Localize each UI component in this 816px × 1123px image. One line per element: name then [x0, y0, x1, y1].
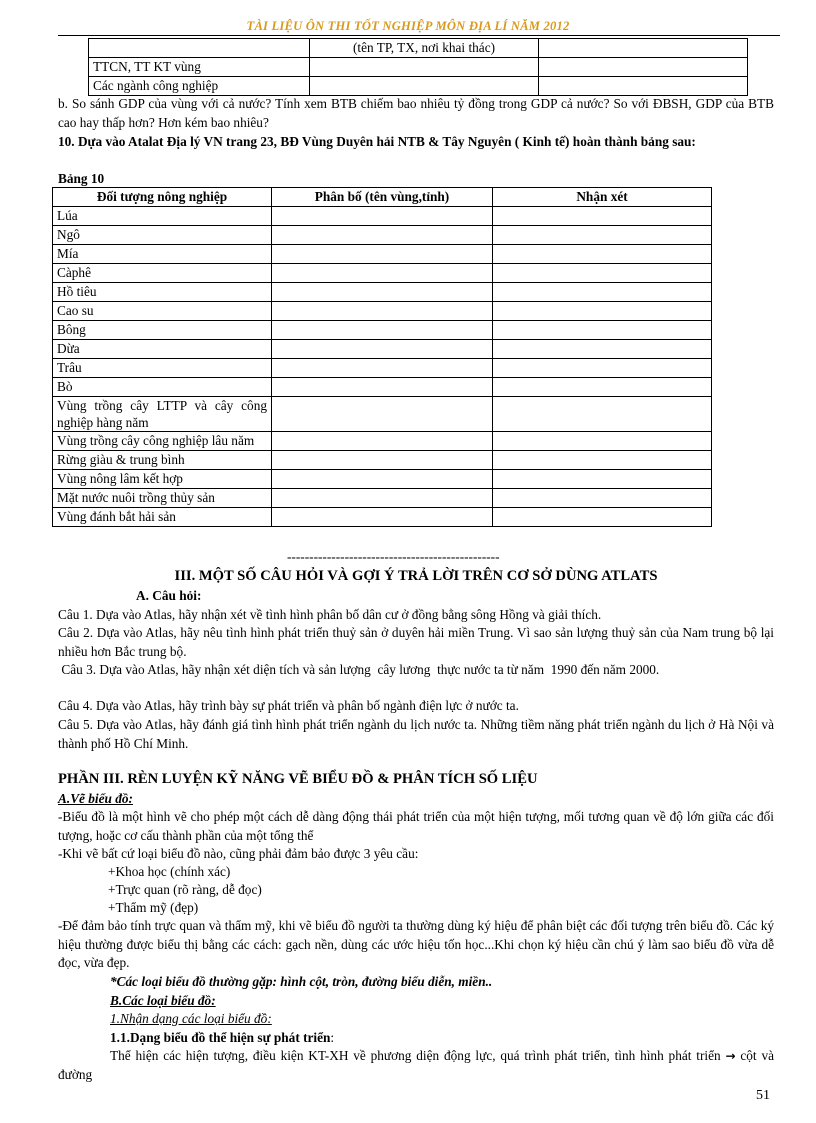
- paragraph-4-text: Thể hiện các hiện tượng, điều kiện KT-XH về phương diện động lực, quá trình phát triển, tình hình phát triển: [110, 1048, 721, 1063]
- table-row: [53, 340, 712, 359]
- column-header: Nhận xét: [493, 188, 712, 207]
- column-header: Đối tượng nông nghiệp: [53, 188, 272, 207]
- table-cell: Cao su: [53, 302, 272, 321]
- table-cell: [493, 226, 712, 245]
- table-cell: [493, 283, 712, 302]
- table-row: [89, 39, 748, 58]
- table-row: [89, 58, 748, 77]
- question-b: b. So sánh GDP của vùng với cả nước? Tính xem BTB chiếm bao nhiêu tỷ đồng trong GDP cả nước? So với ĐBSH, GDP của BTB cao hay thấp hơn? Hơn kém bao nhiêu?: [58, 96, 774, 130]
- table-cell: Ngô: [53, 226, 272, 245]
- table-row: [53, 283, 712, 302]
- table-cell: Mặt nước nuôi trồng thủy sản: [53, 489, 272, 508]
- table-row: [53, 432, 712, 451]
- top-table: [88, 38, 748, 96]
- table-cell: [272, 508, 493, 527]
- table-cell: [493, 321, 712, 340]
- question-3: Câu 3. Dựa vào Atlas, hãy nhận xét diện tích và sản lượng cây lương thực nước ta từ năm 1990 đến năm 2000.: [58, 662, 660, 677]
- bang-10-table: [52, 187, 712, 527]
- table-cell: [272, 451, 493, 470]
- table-cell: [272, 397, 493, 432]
- table-cell: [493, 378, 712, 397]
- table-cell: [272, 264, 493, 283]
- table-row: [53, 264, 712, 283]
- table-cell: [493, 302, 712, 321]
- table-title: Bảng 10: [58, 171, 105, 186]
- table-cell: [272, 321, 493, 340]
- paragraph-2: -Khi vẽ bất cứ loại biểu đồ nào, cũng phải đảm bảo được 3 yêu cầu:: [58, 846, 419, 861]
- page-number: 51: [756, 1088, 770, 1103]
- divider: ------------------------------------------------: [287, 549, 500, 564]
- table-cell: Vùng đánh bắt hải sản: [53, 508, 272, 527]
- table-cell: Các ngành công nghiệp: [89, 77, 310, 96]
- table-cell: [272, 470, 493, 489]
- table-cell: [272, 226, 493, 245]
- table-cell: Mía: [53, 245, 272, 264]
- table-row: [53, 207, 712, 226]
- table-cell: [493, 264, 712, 283]
- table-row: [53, 302, 712, 321]
- table-cell: [493, 359, 712, 378]
- table-cell: [539, 77, 748, 96]
- table-cell: [493, 489, 712, 508]
- table-row: [53, 470, 712, 489]
- subsection-1-1-title: [58, 1029, 816, 1048]
- table-cell: (tên TP, TX, nơi khai thác): [310, 39, 539, 58]
- table-cell: [272, 378, 493, 397]
- table-cell: [493, 432, 712, 451]
- table-row: [53, 508, 712, 527]
- part-3-title: PHẦN III. RÈN LUYỆN KỸ NĂNG VẼ BIỂU ĐỒ & PHÂN TÍCH SỐ LIỆU: [58, 771, 538, 787]
- table-cell: [493, 470, 712, 489]
- header-rule: [58, 35, 780, 36]
- table-cell: Hồ tiêu: [53, 283, 272, 302]
- table-cell: [272, 245, 493, 264]
- table-cell: Rừng giàu & trung bình: [53, 451, 272, 470]
- paragraph-4: [58, 1047, 774, 1084]
- table-cell: Trâu: [53, 359, 272, 378]
- requirement-1: +Khoa học (chính xác): [108, 864, 231, 879]
- question-5: Câu 5. Dựa vào Atlas, hãy đánh giá tình hình phát triển ngành du lịch nước ta. Những tiềm năng phát triển ngành du lịch ở Hà Nội và thành phố Hồ Chí Minh.: [58, 717, 774, 751]
- table-cell: [310, 77, 539, 96]
- table-cell: [493, 207, 712, 226]
- table-cell: [272, 302, 493, 321]
- table-cell: [272, 432, 493, 451]
- table-row: [53, 489, 712, 508]
- table-cell: Dừa: [53, 340, 272, 359]
- table-header-row: [53, 188, 712, 207]
- table-cell: [493, 340, 712, 359]
- table-row: [53, 321, 712, 340]
- arrow-icon: →: [725, 1049, 736, 1063]
- table-cell: Càphê: [53, 264, 272, 283]
- requirement-3: +Thẩm mỹ (đẹp): [108, 900, 199, 915]
- table-cell: Vùng trồng cây LTTP và cây công nghiệp hàng năm: [53, 397, 272, 432]
- table-row: [53, 359, 712, 378]
- table-row: [89, 77, 748, 96]
- section-b-title: B.Các loại biểu đồ:: [110, 993, 216, 1008]
- table-cell: [272, 283, 493, 302]
- table-cell: [493, 508, 712, 527]
- table-cell: [310, 58, 539, 77]
- requirement-2: +Trực quan (rõ ràng, dễ đọc): [108, 882, 262, 897]
- table-row: [53, 226, 712, 245]
- table-cell: [493, 245, 712, 264]
- table-cell: [272, 359, 493, 378]
- paragraph-4-end: cột và đường: [58, 1048, 774, 1082]
- table-cell: [272, 489, 493, 508]
- question-2: Câu 2. Dựa vào Atlas, hãy nêu tình hình phát triển thuỷ sản ở duyên hải miền Trung. Vì sao sản lượng thuỷ sản của Nam trung bộ lại nhiều hơn Bắc trung bộ.: [58, 625, 774, 659]
- page-header: TÀI LIỆU ÔN THI TỐT NGHIỆP MÔN ĐỊA LÍ NĂM 2012: [246, 19, 570, 33]
- table-cell: Bò: [53, 378, 272, 397]
- paragraph-3: -Để đảm bảo tính trực quan và thẩm mỹ, khi vẽ biểu đồ người ta thường dùng ký hiệu để phân biệt các đối tượng trên biểu đồ. Các ký hiệu thường được biểu thị bằng các cách: gạch nền, dùng các ước hiệu tốn học...Khi chọn ký hiệu cần chú ý làm sao biểu đồ vừa dễ đọc, vừa đẹp.: [58, 918, 774, 970]
- subsection-1-title: 1.Nhận dạng các loại biểu đồ:: [110, 1011, 272, 1026]
- question-4: Câu 4. Dựa vào Atlas, hãy trình bày sự phát triển và phân bố ngành điện lực ở nước ta.: [58, 698, 519, 713]
- subsection-1-1-text: 1.1.Dạng biểu đồ thể hiện sự phát triển: [110, 1030, 331, 1045]
- subsection-1-1-colon: :: [330, 1030, 335, 1045]
- table-cell: [539, 58, 748, 77]
- table-cell: [493, 451, 712, 470]
- table-cell: Bông: [53, 321, 272, 340]
- table-cell: [272, 207, 493, 226]
- table-row: [53, 378, 712, 397]
- section-a-title: A.Vẽ biểu đồ:: [58, 791, 133, 806]
- paragraph-1: -Biểu đồ là một hình vẽ cho phép một cách dễ dàng động thái phát triển của một hiện tượng, mối tương quan về độ lớn giữa các đối tượng, hoặc cơ cấu thành phần của một tổng thể: [58, 809, 774, 843]
- section-3-title: III. MỘT SỐ CÂU HỎI VÀ GỢI Ý TRẢ LỜI TRÊN CƠ SỞ DÙNG ATLATS: [174, 568, 658, 584]
- table-row: [53, 245, 712, 264]
- table-row: [53, 451, 712, 470]
- table-cell: Vùng nông lâm kết hợp: [53, 470, 272, 489]
- chart-types-note: *Các loại biểu đồ thường gặp: hình cột, tròn, đường biểu diễn, miền..: [110, 974, 493, 989]
- question-1: Câu 1. Dựa vào Atlas, hãy nhận xét về tình hình phân bố dân cư ở đồng bằng sông Hồng và giải thích.: [58, 607, 602, 622]
- section-10-heading: 10. Dựa vào Atalat Địa lý VN trang 23, BĐ Vùng Duyên hải NTB & Tây Nguyên ( Kinh tế) hoàn thành bảng sau:: [58, 134, 696, 149]
- column-header: Phân bố (tên vùng,tỉnh): [272, 188, 493, 207]
- table-cell: [493, 397, 712, 432]
- table-cell: Lúa: [53, 207, 272, 226]
- table-cell: [272, 340, 493, 359]
- table-cell: [539, 39, 748, 58]
- section-3-subtitle: A. Câu hỏi:: [136, 588, 202, 603]
- table-cell: TTCN, TT KT vùng: [89, 58, 310, 77]
- table-row: [53, 397, 712, 432]
- table-cell: Vùng trồng cây công nghiệp lâu năm: [53, 432, 272, 451]
- table-cell: [89, 39, 310, 58]
